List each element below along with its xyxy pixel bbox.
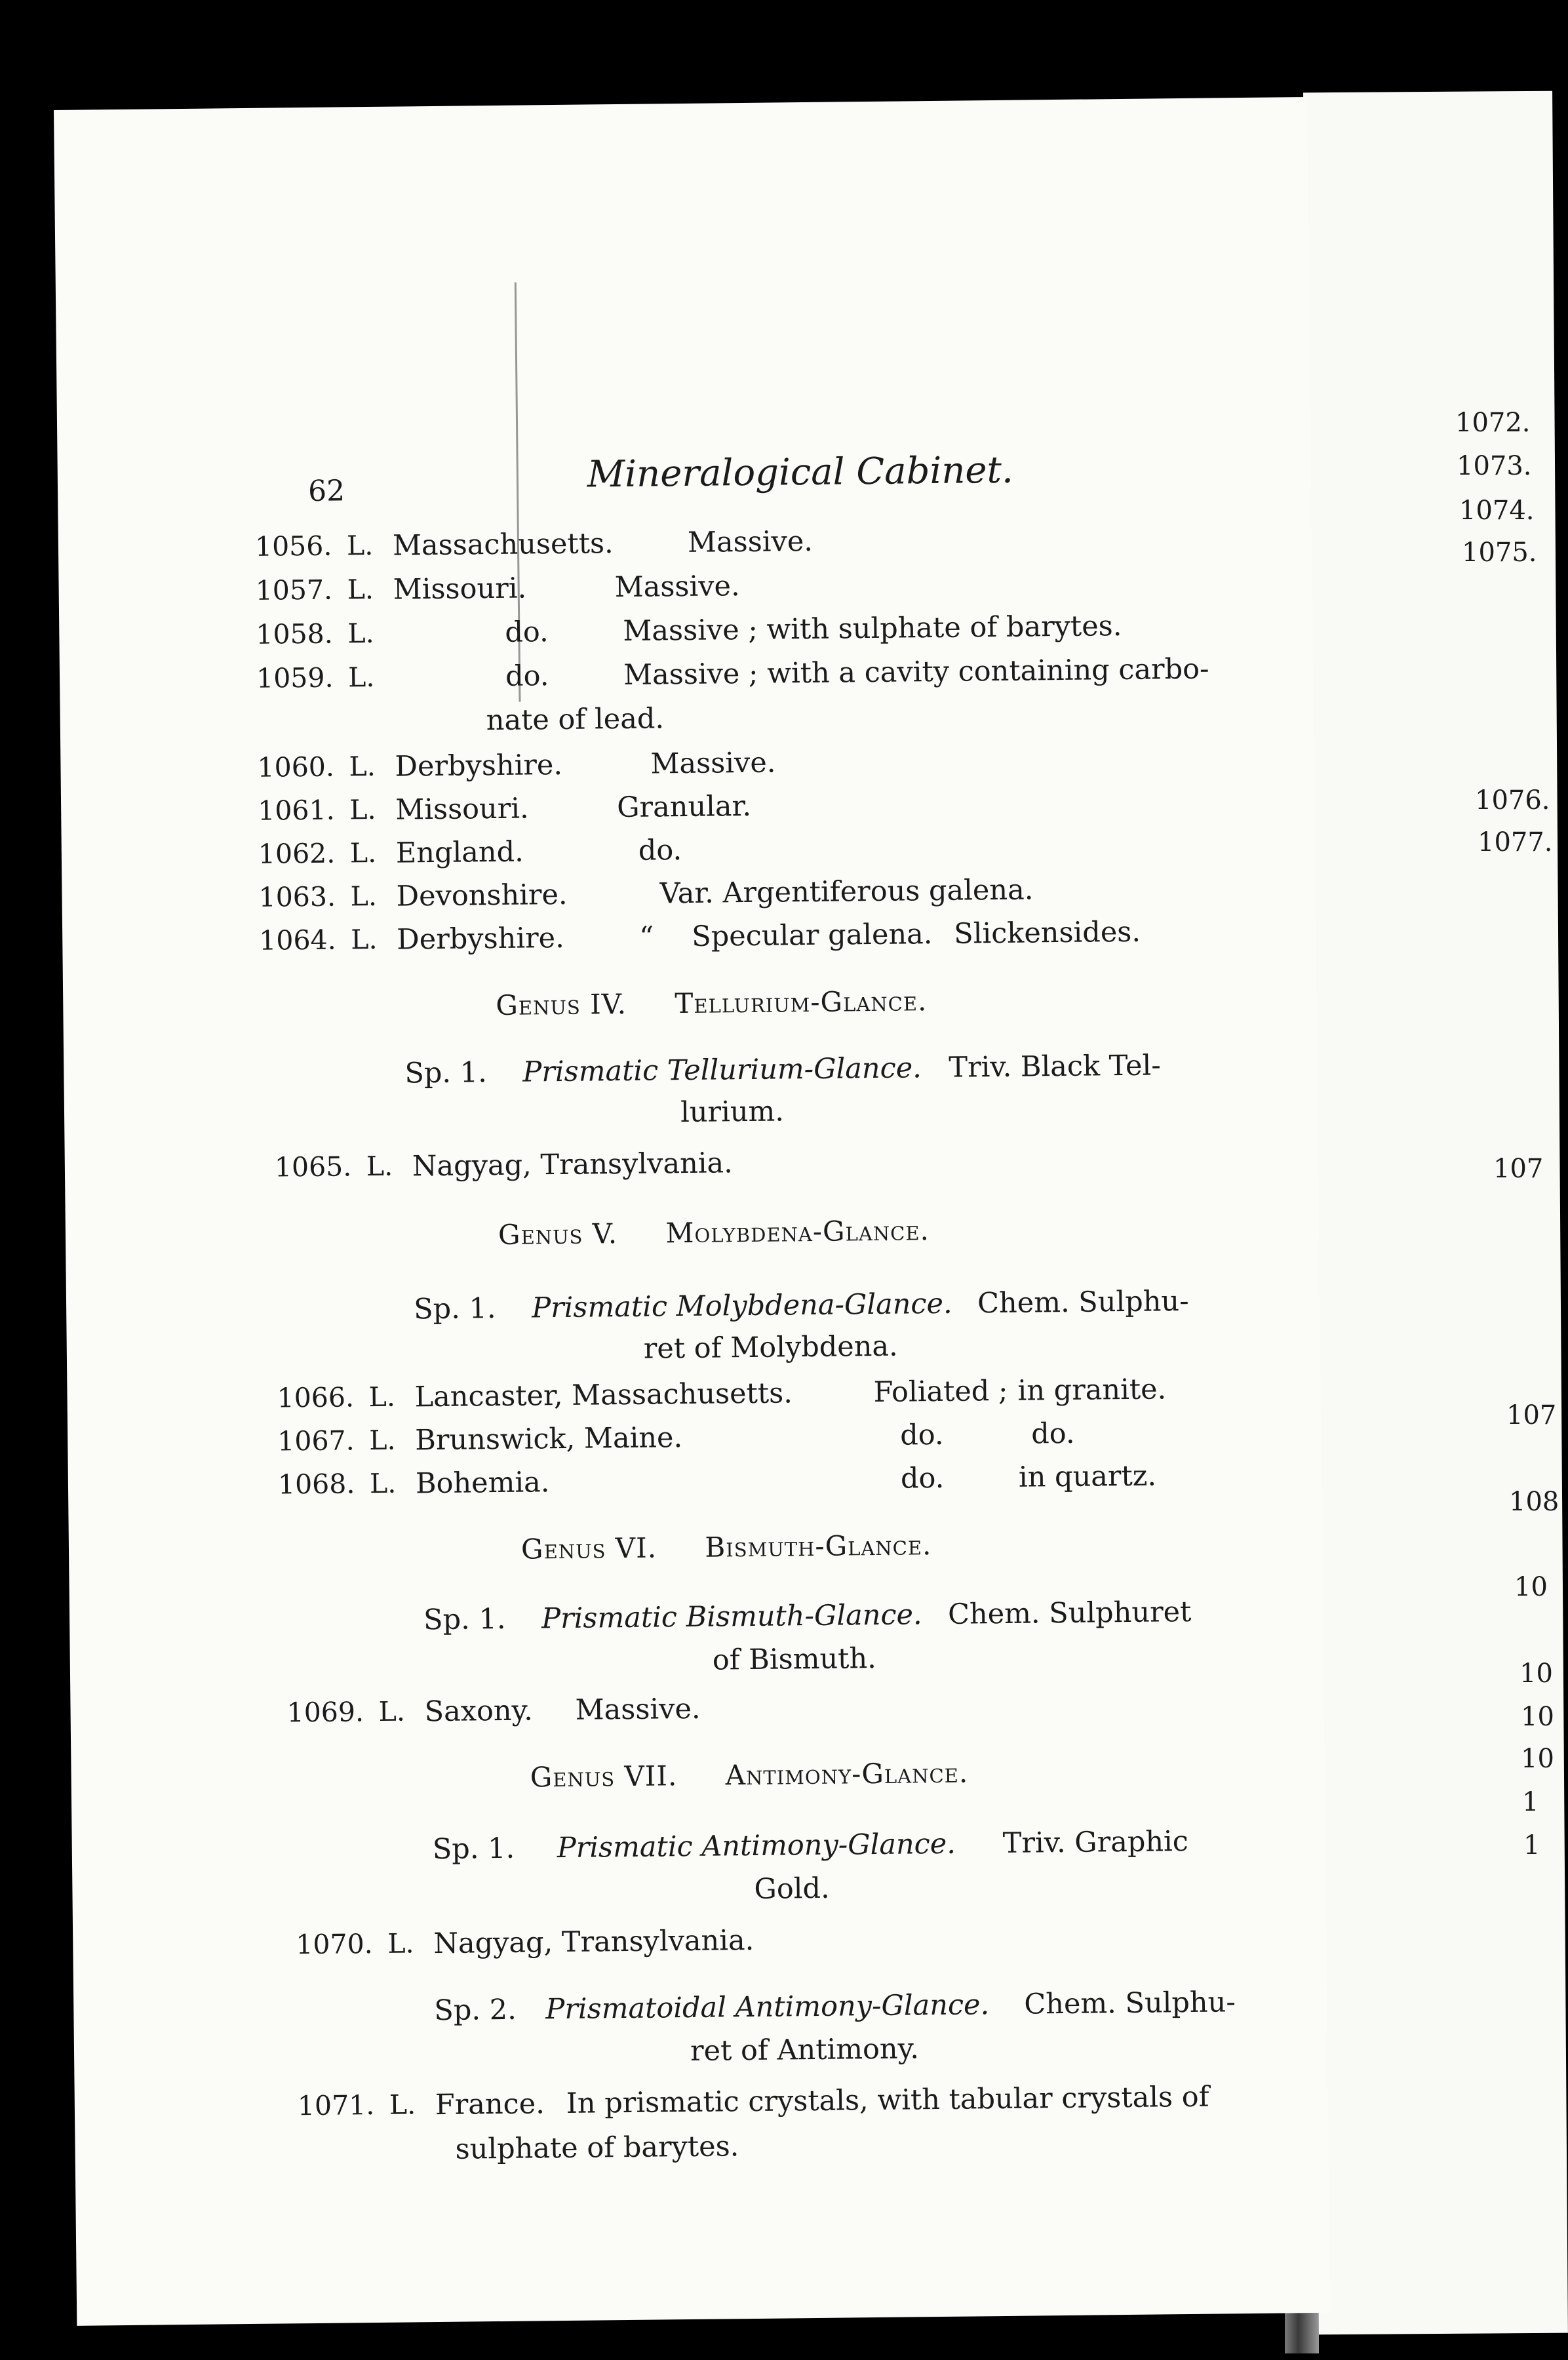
genus-heading: Genus V. Molybdena-Glance.: [498, 1214, 930, 1251]
genus-heading: Genus VII. Antimony-Glance.: [530, 1756, 969, 1794]
running-title: Mineralogical Cabinet.: [587, 448, 1014, 496]
entry-list-b: 1066. L. Lancaster, Massachusetts. Foliated ; in granite. 1067. L. Brunswick, Maine. do. do. 1068. L. Bohemia. do. in quartz.: [277, 1373, 1167, 1501]
genus-heading: Genus VI. Bismuth-Glance.: [520, 1529, 932, 1565]
scanned-book-spread: 62 Mineralogical Cabinet. 1056. L. Massachusetts. Massive. 1057. L. Missouri. Massive. 1058. L. do. Massive ; with sulphate of barytes. 1059. L. do. Massive ; with a cavity containing carbo- nate of lead. 1060. L. Derbyshire. Massive. 1061. L. Missouri. Granular. 1062. L. England. do. 1063. L. Devonshire. Var. Argentiferous galena. 1064. L. Derbyshire. “ Specular galena. Slickensides. Genus IV. Tellurium-Glance. Sp. 1. Prismatic Tellurium-Glance. Triv. Black Tel- lurium. 1065. L. Nagyag, Transylvania. Genus V. Molybdena-Glance. Sp. 1. Prismatic Molybdena-Glance. Chem. Sulphu- ret of Molybdena. 1066. L. Lancaster, Massachusetts. Foliated ; in granite. 1067. L. Brunswick, Maine. do. do. 1068. L. Bohemia. do. in quartz. Genus VI. Bismuth-Glance. Sp. 1. Prismatic Bismuth-Glance. Chem. Sulphuret of Bismuth. 1069. L. Saxony. Massive. Genus VII. Antimony-Glance. Sp. 1. Prismatic Antimony-Glance. Triv. Graphic Gold. 1070. L. Nagyag, Transylvania. Sp. 2. Prismatoidal Antimony-Glance. Chem. Sulphu- ret of Antimony. 1071. L. France. In prismatic crystals, with tabular crystals of sulphate of barytes. 1072. 1073. 1074. 1075. 1076. 1077. 107 107 108 10 10 10 10 1 1: [0, 0, 1550, 2360]
genus-heading: Genus IV. Tellurium-Glance.: [496, 985, 928, 1022]
left-page: 62 Mineralogical Cabinet. 1056. L. Massachusetts. Massive. 1057. L. Missouri. Massive. 1058. L. do. Massive ; with sulphate of barytes. 1059. L. do. Massive ; with a cavity containing carbo- nate of lead. 1060. L. Derbyshire. Massive. 1061. L. Missouri. Granular. 1062. L. England. do. 1063. L. Devonshire. Var. Argentiferous galena. 1064. L. Derbyshire. “ Specular galena. Slickensides. Genus IV. Tellurium-Glance. Sp. 1. Prismatic Tellurium-Glance. Triv. Black Tel- lurium. 1065. L. Nagyag, Transylvania. Genus V. Molybdena-Glance. Sp. 1. Prismatic Molybdena-Glance. Chem. Sulphu- ret of Molybdena. 1066. L. Lancaster, Massachusetts. Foliated ; in granite. 1067. L. Brunswick, Maine. do. do. 1068. L. Bohemia. do. in quartz. Genus VI. Bismuth-Glance. Sp. 1. Prismatic Bismuth-Glance. Chem. Sulphuret of Bismuth. 1069. L. Saxony. Massive. Genus VII. Antimony-Glance. Sp. 1. Prismatic Antimony-Glance. Triv. Graphic Gold. 1070. L. Nagyag, Transylvania. Sp. 2. Prismatoidal Antimony-Glance. Chem. Sulphu- ret of Antimony. 1071. L. France. In prismatic crystals, with tabular crystals of sulphate of barytes.: [54, 97, 1330, 2326]
ditto-mark: “: [638, 920, 654, 954]
page-number: 62: [307, 474, 345, 508]
entry-list-a: 1056. L. Massachusetts. Massive. 1057. L. Missouri. Massive. 1058. L. do. Massive ; with sulphate of barytes. 1059. L. do. Massive ; with a cavity containing carbo- nate of lead. 1060. L. Derbyshire. Massive. 1061. L. Missouri. Granular. 1062. L. England. do. 1063. L. Devonshire. Var. Argentiferous galena. 1064. L. Derbyshire. “ Specular galena. Slickensides.: [254, 524, 1209, 956]
